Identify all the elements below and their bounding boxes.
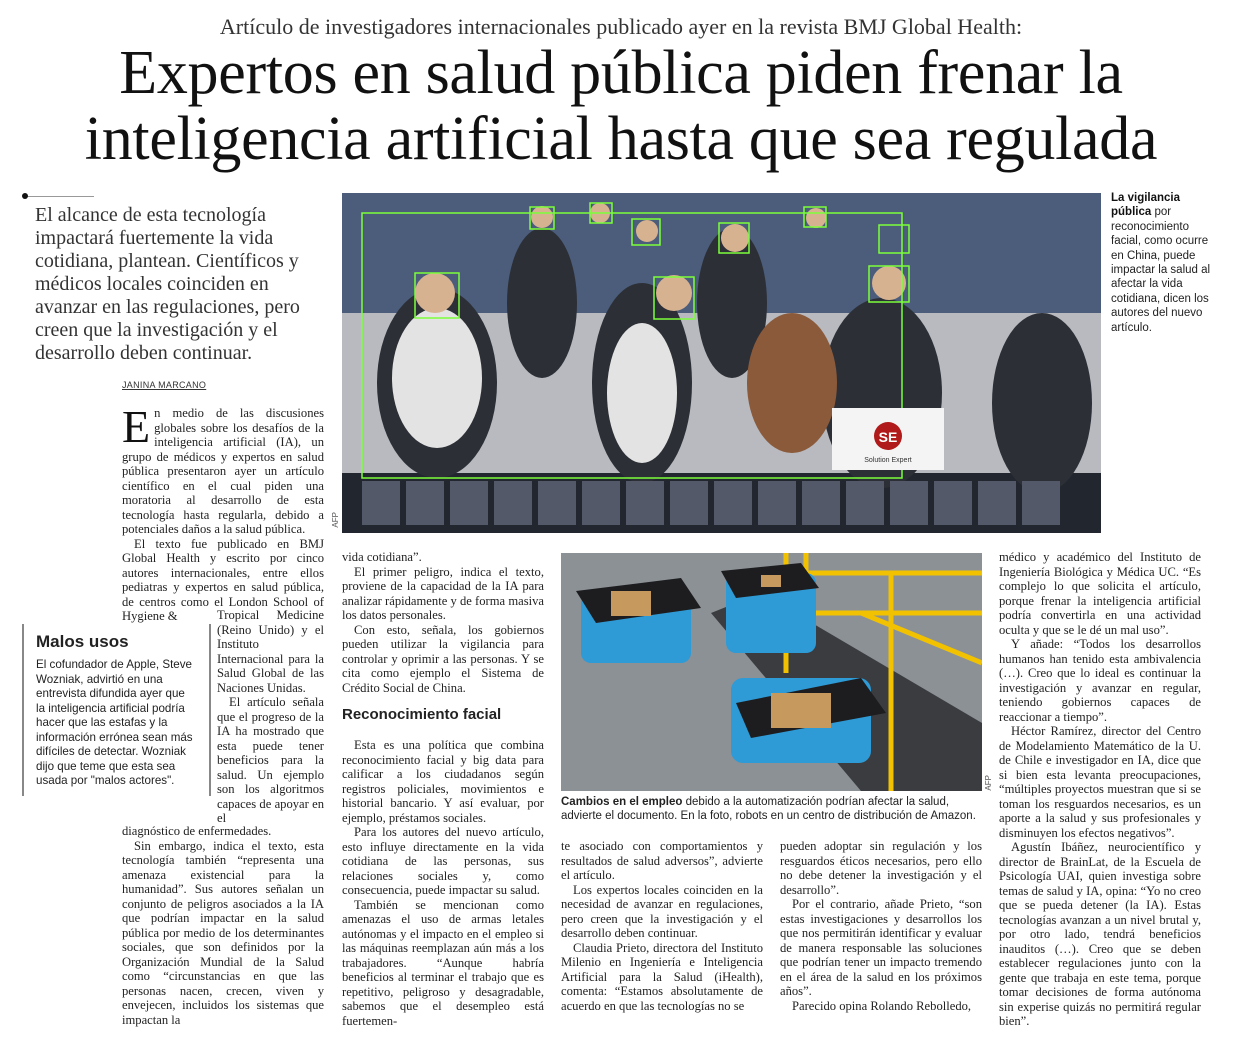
col5-paragraph-1: médico y académico del Instituto de Ingeniería Biológica y Médica UC. “Es complejo lo que solicita el artículo, porque frenar la inteligencia artificial podría convertirla en una actividad oculta y que se le dé un mal uso”. — [999, 550, 1201, 637]
photo1-caption-bold: La vigilancia pública — [1111, 192, 1181, 219]
column-4 — [780, 839, 982, 1013]
headline — [0, 40, 1242, 172]
photo1-credit: AFP — [331, 512, 340, 528]
col3-paragraph-2: Los expertos locales coinciden en la necesidad de avanzar en regulaciones, pero creen que la investigación y el desarrollo deben continuar. — [561, 882, 763, 940]
sidebar-title: Malos usos — [36, 632, 129, 651]
byline: JANINA MARCANO — [122, 380, 207, 390]
col4-paragraph-2: Por el contrario, añade Prieto, “son estas investigaciones y desarrollos los que nos permitirán identificar y evaluar de manera responsable las soluciones que podrían tener un impacto tremendo en el área de la salud en los próximos años”. — [780, 897, 982, 998]
col1-paragraph-3b: diagnóstico de enfermedades. — [122, 824, 272, 838]
col1-paragraph-1: n medio de las discusiones globales sobre los desafíos de la inteligencia artificial (IA), un grupo de médicos y expertos en salud pública presentaron ayer un artículo científico en el cual piden una moratoria al desarrollo de esta tecnología hasta regularla, debido a potenciales daños a la salud pública. — [122, 406, 324, 536]
column-1-top — [122, 401, 324, 624]
lede: El alcance de esta tecnología impactará fuertemente la vida cotidiana, plantean. Científicos y médicos locales coinciden en avanzar en las regulaciones, pero creen que la investigación y el desarrollo deben continuar. — [35, 204, 300, 364]
col3-paragraph-3: Claudia Prieto, directora del Instituto Milenio en Ingeniería e Inteligencia Artificial para la Salud (iHealth), comenta: “Estamos absolutamente de acuerdo en que las tecnologías no se — [561, 940, 763, 1013]
sign-text: Solution Expert — [864, 457, 912, 464]
col2-paragraph-4: Para los autores del nuevo artículo, esto influye directamente en la vida cotidiana de las personas, sus relaciones sociales y, como consecuencia, puede impactar su salud. — [342, 825, 544, 897]
col1-paragraph-3: El artículo señala que el progreso de la IA ha mostrado que esta puede tener beneficios para la salud. Un ejemplo son los algoritmos capaces de apoyar en el — [217, 695, 324, 825]
col2-paragraph-5: También se mencionan como amenazas el uso de armas letales autónomas y el impacto en el empleo si las máquinas reemplazan aún más a los trabajadores. “Aunque habría beneficios al terminar el trabajo que es repetitivo, peligroso y desagradable, sabemos que el desempleo está fuertemen- — [342, 897, 544, 1028]
photo1-caption-text: por reconocimiento facial, como ocurre en China, puede impactar la salud al afectar la vida cotidiana, dicen los autores del nuevo artículo. — [1111, 206, 1211, 334]
robots-photo — [561, 553, 982, 791]
column-2-bottom — [342, 738, 544, 1028]
col5-paragraph-4: Agustín Ibáñez, neurocientífico y director de BrainLat, de la Escuela de Psicología UAI, quien investiga sobre temas de salud y IA, opina: “Yo no creo que se pueda detener (la IA). Estas tecnologías avanzan a un nivel brutal y, por otro lado, tendrá beneficios inauditos (…). Creo que se deben establecer regulaciones junto con la gente que trabaja en este tema, porque tomar decisiones de forma autónoma sin experise quizás no permitirá regular bien”. — [999, 840, 1201, 1028]
col1-paragraph-2b: Tropical Medicine (Reino Unido) y el Instituto Internacional para la Salud Global de las Naciones Unidas. — [217, 608, 324, 695]
sidebar-body: El cofundador de Apple, Steve Wozniak, advirtió en una entrevista difundida ayer que la inteligencia artificial podría hacer que las estafas y la información errónea sean más difíciles de detectar. Wozniak dijo que teme que esta sea usada por "malos actores". — [36, 658, 193, 787]
sidebar-box — [22, 624, 211, 796]
surveillance-photo-art — [342, 193, 1101, 533]
robots-photo-art — [561, 553, 982, 791]
photo2-credit: AFP — [984, 775, 993, 791]
dropcap: E — [122, 401, 151, 452]
col5-paragraph-2: Y añade: “Todos los desarrollos humanos han tenido esta ambivalencia (…). Creo que lo ideal es continuar la investigación y avanzar en regular, teniendo gobiernos capaces de reaccionar a tiempo”. — [999, 637, 1201, 724]
photo1-caption — [1111, 191, 1211, 335]
divider — [24, 196, 94, 197]
column-5 — [999, 550, 1201, 1029]
col1-paragraph-2: El texto fue publicado en BMJ Global Health y escrito por cinco autores internacionales, entre ellos pediatras y expertos en salud pública, de centros como el London School of Hygiene & — [122, 536, 324, 623]
col3-paragraph-1: te asociado con comportamientos y resultados de salud adversos”, advierte el artículo. — [561, 839, 763, 882]
col2-paragraph-0: vida cotidiana”. — [342, 550, 422, 564]
column-3 — [561, 839, 763, 1013]
col1-paragraph-4: Sin embargo, indica el texto, esta tecnología también “representa una amenaza existencial para la humanidad”. Sus autores señalan un conjunto de peligros asociados a la IA que podrían impactar en la salud pública por medio de los determinantes sociales, que son definidos por la Organización Mundial de la Salud como “circunstancias en que las personas nacen, crecen, viven y envejecen, incluidos los sistemas que impactan la — [122, 838, 324, 1027]
surveillance-photo — [342, 193, 1101, 533]
photo2-caption — [561, 795, 989, 824]
col2-paragraph-2: Con esto, señala, los gobiernos pueden utilizar la vigilancia para controlar y oprimir a las personas. Y se cita como ejemplo el Sistema de Crédito Social de China. — [342, 622, 544, 695]
headline-line-2: inteligencia artificial hasta que sea regulada — [84, 105, 1158, 173]
column-1-narrow — [217, 608, 324, 826]
column-1-bottom — [122, 824, 324, 1027]
col4-paragraph-1: pueden adoptar sin regulación y los resguardos éticos necesarios, pero ello no debe detener la investigación y el desarrollo”. — [780, 839, 982, 897]
photo2-caption-text: debido a la automatización podrían afectar la salud, advierte el documento. En la foto, robots en un centro de distribución de Amazon. — [561, 796, 976, 823]
col2-paragraph-1: El primer peligro, indica el texto, proviene de la capacidad de la IA para analizar rápidamente y de forma masiva los datos personales. — [342, 564, 544, 622]
subhead: Reconocimiento facial — [342, 706, 502, 723]
column-2-top — [342, 550, 544, 695]
sign-logo: SE — [878, 429, 898, 445]
kicker: Artículo de investigadores internacionales publicado ayer en la revista BMJ Global Health: — [219, 14, 1023, 39]
col2-paragraph-3: Esta es una política que combina reconocimiento facial y big data para calificar a los ciudadanos según registros policiales, movimientos e historial bancario. Y así evaluar, por ejemplo, préstamos sociales. — [342, 738, 544, 825]
headline-line-1: Expertos en salud pública piden frenar la — [119, 39, 1123, 107]
col5-paragraph-3: Héctor Ramírez, director del Centro de Modelamiento Matemático de la U. de Chile e investigador en IA, dice que si bien esta levanta preocupaciones, “múltiples proyectos muestran que si se toman los resguardos necesarios, es un aporte a la salud y sus profesionales y disminuyen los efectos negativos”. — [999, 724, 1201, 840]
photo2-caption-bold: Cambios en el empleo — [561, 796, 683, 808]
col4-paragraph-3: Parecido opina Rolando Rebolledo, — [792, 998, 972, 1013]
bullet-dot — [22, 193, 28, 199]
